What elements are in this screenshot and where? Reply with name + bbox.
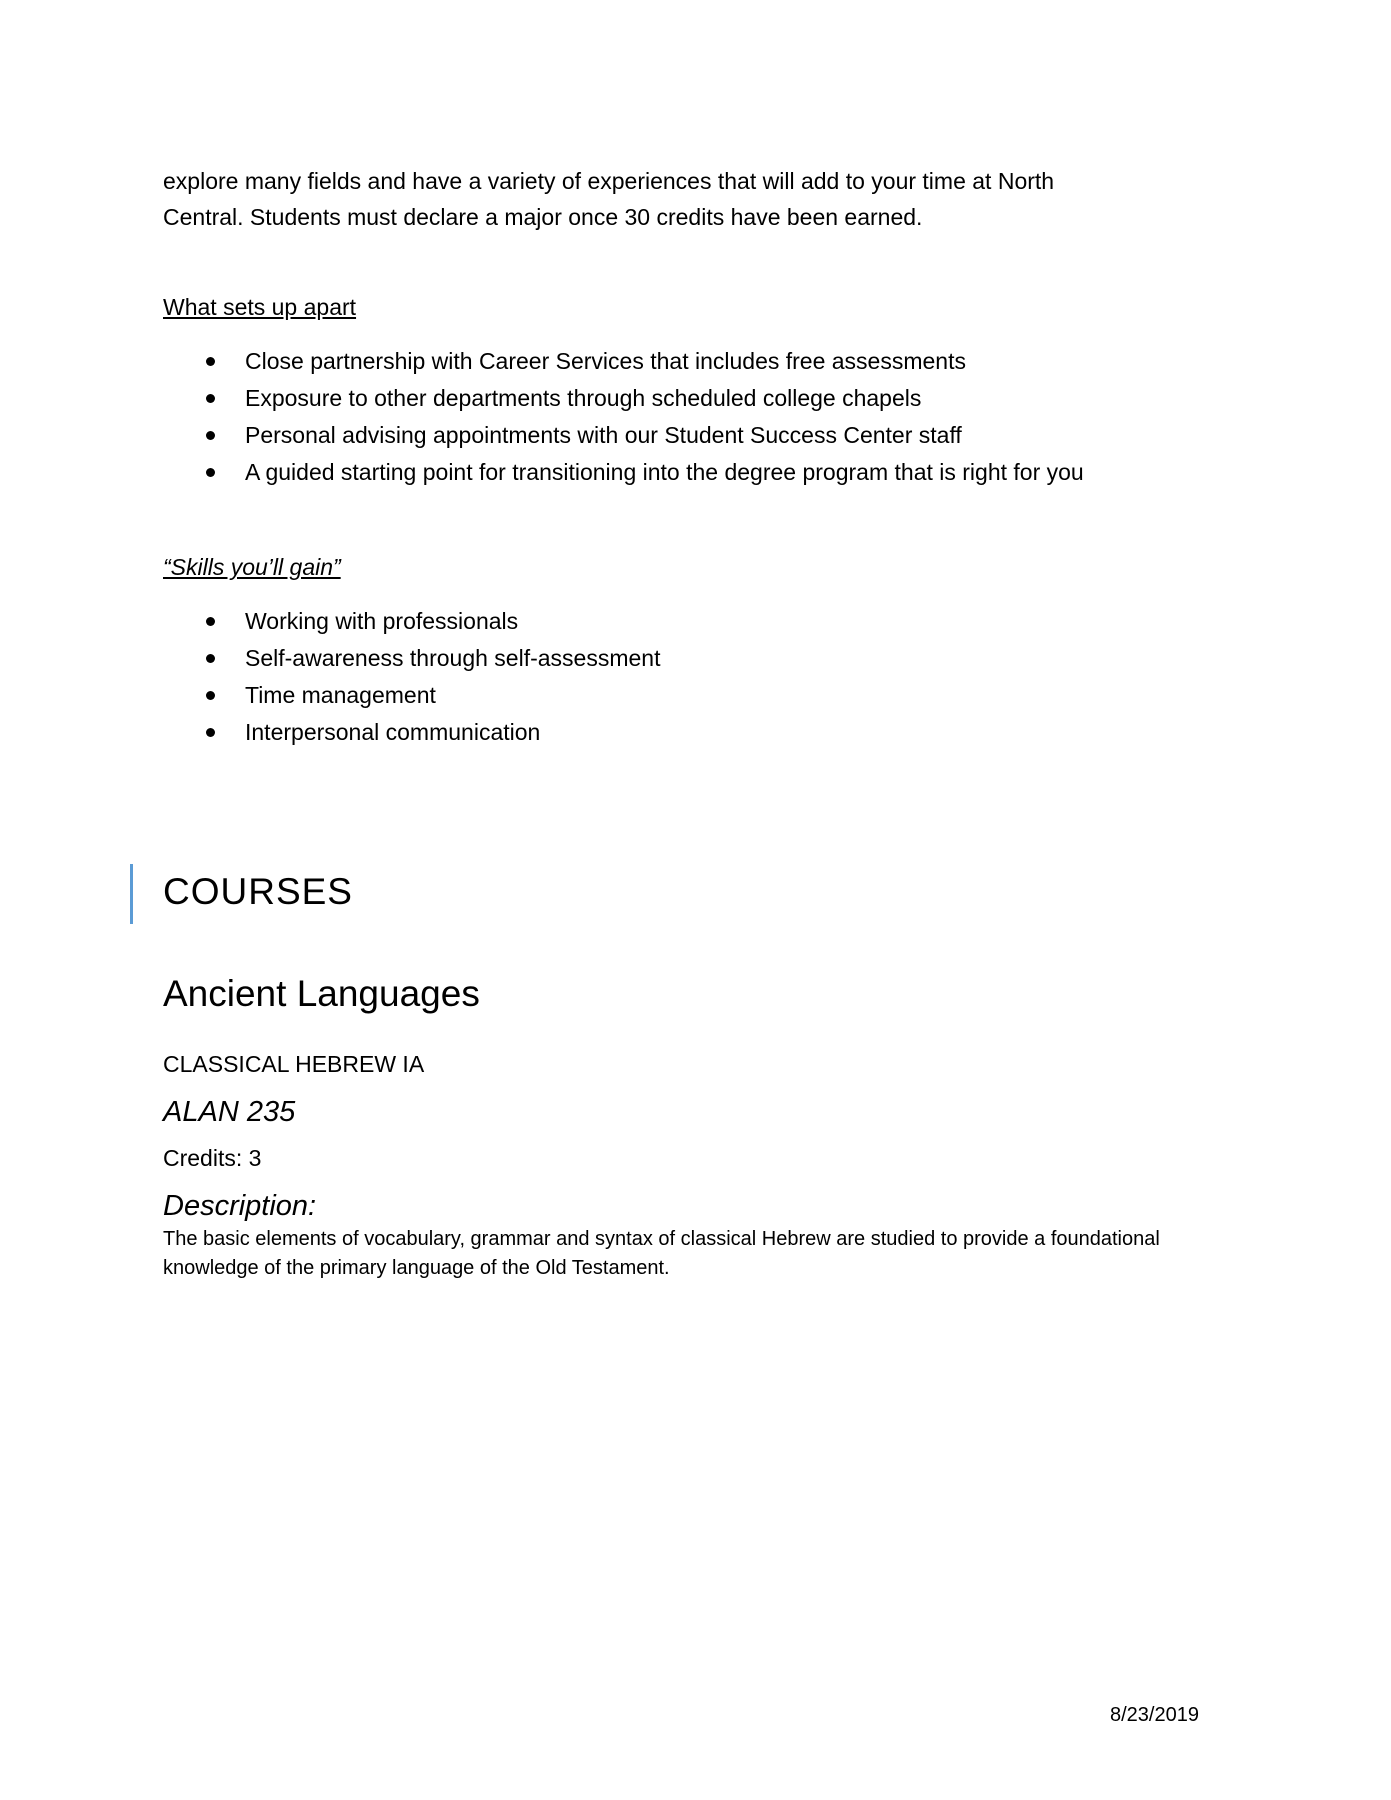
footer-date: 8/23/2019: [1110, 1704, 1199, 1726]
bullet-icon: [206, 617, 215, 626]
description-label: Description:: [163, 1190, 317, 1222]
course-code: ALAN 235: [163, 1096, 296, 1128]
intro-paragraph: [163, 163, 1213, 235]
bullet-icon: [206, 468, 215, 477]
list-item: Self-awareness through self-assessment: [163, 640, 1243, 677]
courses-heading: COURSES: [163, 871, 353, 912]
apart-section-label: What sets up apart: [163, 294, 357, 320]
department-heading: Ancient Languages: [163, 973, 480, 1014]
bullet-icon: [206, 394, 215, 403]
bullet-icon: [206, 691, 215, 700]
bullet-icon: [206, 357, 215, 366]
apart-list: [163, 343, 1243, 491]
list-item: Working with professionals: [163, 603, 1243, 640]
list-item: A guided starting point for transitioning into the degree program that is right for you: [163, 454, 1243, 491]
skills-section-label: “Skills you’ll gain”: [163, 554, 341, 580]
bullet-icon: [206, 654, 215, 663]
list-item: Exposure to other departments through scheduled college chapels: [163, 380, 1243, 417]
course-description: The basic elements of vocabulary, grammar and syntax of classical Hebrew are studied to provide a foundational knowledge of the primary language of the Old Testament.: [163, 1228, 1160, 1279]
list-item: Personal advising appointments with our Student Success Center staff: [163, 417, 1243, 454]
list-item: Time management: [163, 677, 1243, 714]
list-item: Close partnership with Career Services that includes free assessments: [163, 343, 1243, 380]
heading-accent-bar: [130, 864, 133, 924]
course-credits: Credits: 3: [163, 1145, 262, 1171]
bullet-icon: [206, 431, 215, 440]
list-item: Interpersonal communication: [163, 714, 1243, 751]
intro-line-1: explore many fields and have a variety of experiences that will add to your time at North: [163, 168, 1055, 194]
skills-list: [163, 603, 1243, 751]
bullet-icon: [206, 728, 215, 737]
intro-line-2: Central. Students must declare a major once 30 credits have been earned.: [163, 204, 923, 230]
course-name: CLASSICAL HEBREW IA: [163, 1051, 425, 1077]
